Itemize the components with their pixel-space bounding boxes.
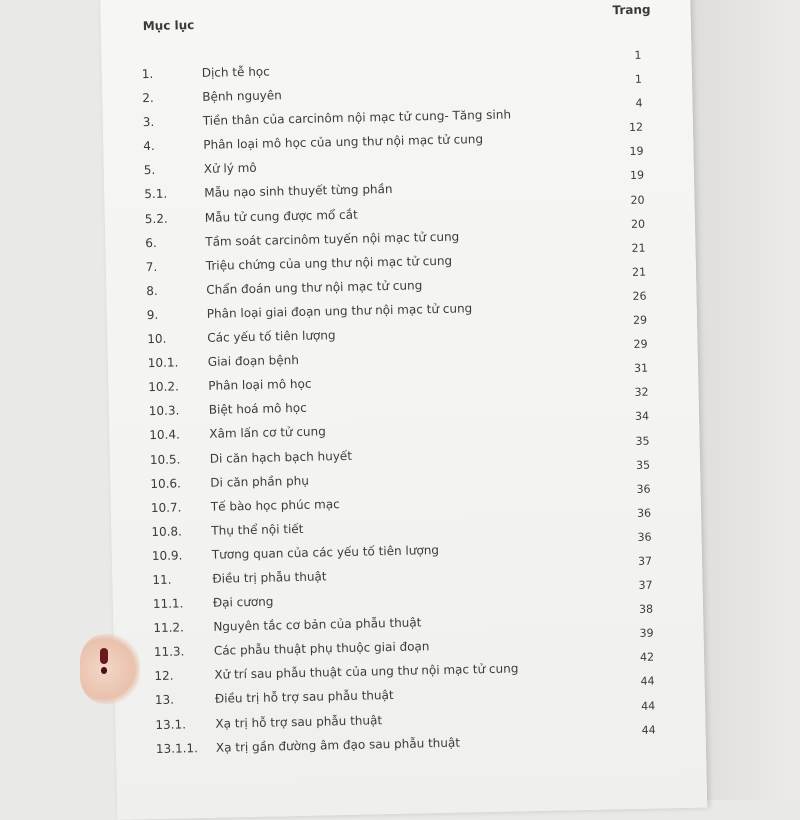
nail-polish xyxy=(101,667,107,674)
toc-entry-number: 13. xyxy=(154,693,175,708)
toc-entry-title: Tầm soát carcinôm tuyến nội mạc tử cung xyxy=(205,229,460,249)
toc-entry-title: Xử trí sau phẫu thuật của ung thư nội mạc tử cung xyxy=(214,661,519,683)
toc-entry-page: 35 xyxy=(635,458,651,472)
toc-entry-number: 11.2. xyxy=(153,620,185,636)
toc-entry-title: Phân loại mô học xyxy=(208,376,312,394)
table-of-contents xyxy=(141,48,657,766)
toc-entry-number: 12. xyxy=(154,668,174,684)
toc-entry-page: 26 xyxy=(632,289,647,303)
toc-entry-page: 37 xyxy=(637,554,653,568)
toc-entry-title: Giai đoạn bệnh xyxy=(207,353,300,369)
toc-entry-number: 10.2. xyxy=(148,379,180,395)
toc-entry-number: 8. xyxy=(146,283,158,298)
toc-entry-number: 13.1.1. xyxy=(155,740,199,756)
toc-entry-page: 38 xyxy=(638,602,654,617)
toc-entry-title: Nguyên tắc cơ bản của phẫu thuật xyxy=(213,615,422,634)
toc-entry-title: Phân loại giai đoạn ung thư nội mạc tử cung xyxy=(206,301,473,321)
toc-entry-page: 44 xyxy=(641,723,656,737)
finger xyxy=(80,634,140,704)
toc-entry-title: Phân loại mô học của ung thư nội mạc tử cung xyxy=(203,132,484,153)
toc-entry-title: Di căn hạch bạch huyết xyxy=(209,448,353,466)
toc-entry-page: 34 xyxy=(634,410,650,424)
toc-entry-title: Xạ trị gần đường âm đạo sau phẫu thuật xyxy=(215,735,461,755)
toc-entry-title: Điều trị phẫu thuật xyxy=(212,569,327,586)
toc-entry-page: 37 xyxy=(638,578,653,592)
toc-entry-number: 4. xyxy=(143,139,155,154)
toc-entry-number: 11.1. xyxy=(152,596,184,612)
toc-entry-page: 44 xyxy=(640,699,656,713)
toc-entry-page: 21 xyxy=(631,241,646,255)
toc-entry-number: 1. xyxy=(141,66,154,82)
toc-entry-title: Tiền thân của carcinôm nội mạc tử cung- Tăng sinh xyxy=(202,107,512,129)
toc-entry-number: 10.6. xyxy=(150,476,182,491)
toc-entry-title: Bệnh nguyên xyxy=(202,88,282,104)
toc-entry-page: 31 xyxy=(633,361,649,376)
toc-entry-number: 9. xyxy=(146,307,159,323)
toc-entry-number: 10.4. xyxy=(149,427,181,443)
book-page xyxy=(100,0,707,820)
toc-entry-page: 32 xyxy=(634,385,649,400)
toc-entry-page: 1 xyxy=(634,48,642,62)
toc-entry-page: 12 xyxy=(628,120,644,135)
toc-entry-title: Đại cương xyxy=(212,594,274,610)
toc-entry-title: Mẫu nạo sinh thuyết từng phần xyxy=(204,182,393,201)
toc-entry-number: 3. xyxy=(142,115,155,130)
toc-entry-title: Xâm lấn cơ tử cung xyxy=(209,424,326,442)
toc-header xyxy=(142,2,651,34)
toc-entry-page: 19 xyxy=(629,145,644,159)
toc-entry-title: Các yếu tố tiên lượng xyxy=(207,328,336,345)
toc-entry-page: 36 xyxy=(637,530,652,544)
page-column-label: Trang xyxy=(612,2,651,18)
toc-entry-number: 6. xyxy=(145,235,157,250)
toc-entry-number: 10. xyxy=(147,331,167,347)
toc-entry-page: 36 xyxy=(636,482,651,496)
nail-polish xyxy=(100,648,108,664)
toc-entry-page: 36 xyxy=(636,506,652,520)
toc-entry-page: 29 xyxy=(632,313,648,327)
toc-entry-title: Mẫu tử cung được mổ cắt xyxy=(204,207,358,225)
toc-entry-title: Biệt hoá mô học xyxy=(208,401,307,418)
toc-entry-page: 42 xyxy=(639,650,655,665)
toc-entry-number: 11.3. xyxy=(153,644,185,660)
toc-entry-number: 13.1. xyxy=(155,716,187,732)
toc-entry-page: 39 xyxy=(639,626,654,641)
toc-entry-title: Tế bào học phúc mạc xyxy=(210,496,340,514)
toc-entry-page: 4 xyxy=(635,96,643,110)
toc-entry-title: Xạ trị hỗ trợ sau phẫu thuật xyxy=(215,712,383,731)
toc-entry-title: Điều trị hỗ trợ sau phẫu thuật xyxy=(214,688,394,707)
toc-entry-page: 19 xyxy=(629,169,645,183)
toc-entry-title: Chẩn đoán ung thư nội mạc tử cung xyxy=(206,278,423,297)
toc-entry-number: 11. xyxy=(152,572,172,587)
toc-entry-number: 5.2. xyxy=(144,211,168,226)
toc-entry-number: 7. xyxy=(145,259,158,274)
toc-entry-page: 1 xyxy=(634,72,643,86)
toc-entry-title: Xử lý mô xyxy=(203,161,257,177)
toc-entry-number: 2. xyxy=(142,90,154,106)
toc-entry-number: 10.7. xyxy=(150,500,182,515)
toc-entry-title: Thụ thể nội tiết xyxy=(211,521,304,538)
toc-entry-title: Các phẫu thuật phụ thuộc giai đoạn xyxy=(213,639,430,659)
toc-entry-number: 10.3. xyxy=(148,403,180,419)
toc-entry-number: 10.5. xyxy=(149,451,181,467)
toc-entry-page: 20 xyxy=(630,193,645,207)
toc-entry-number: 5. xyxy=(143,163,156,178)
toc-entry-title: Tương quan của các yếu tố tiên lượng xyxy=(211,542,440,562)
toc-entry-page: 20 xyxy=(630,217,646,231)
toc-entry-page: 29 xyxy=(633,337,648,352)
toc-entry-number: 10.8. xyxy=(151,524,183,539)
toc-entry-title: Dịch tễ học xyxy=(201,64,270,80)
toc-entry-number: 10.9. xyxy=(151,548,183,563)
toc-entry-title: Di căn phần phụ xyxy=(210,473,310,490)
toc-entry-page: 35 xyxy=(635,434,650,448)
toc-entry-title: Triệu chứng của ung thư nội mạc tử cung xyxy=(205,253,453,273)
toc-entry-number: 5.1. xyxy=(144,187,168,202)
page-title: Mục lục xyxy=(142,18,195,34)
toc-entry-number: 10.1. xyxy=(147,355,179,371)
toc-entry-page: 44 xyxy=(640,674,655,689)
toc-entry-page: 21 xyxy=(631,265,647,279)
